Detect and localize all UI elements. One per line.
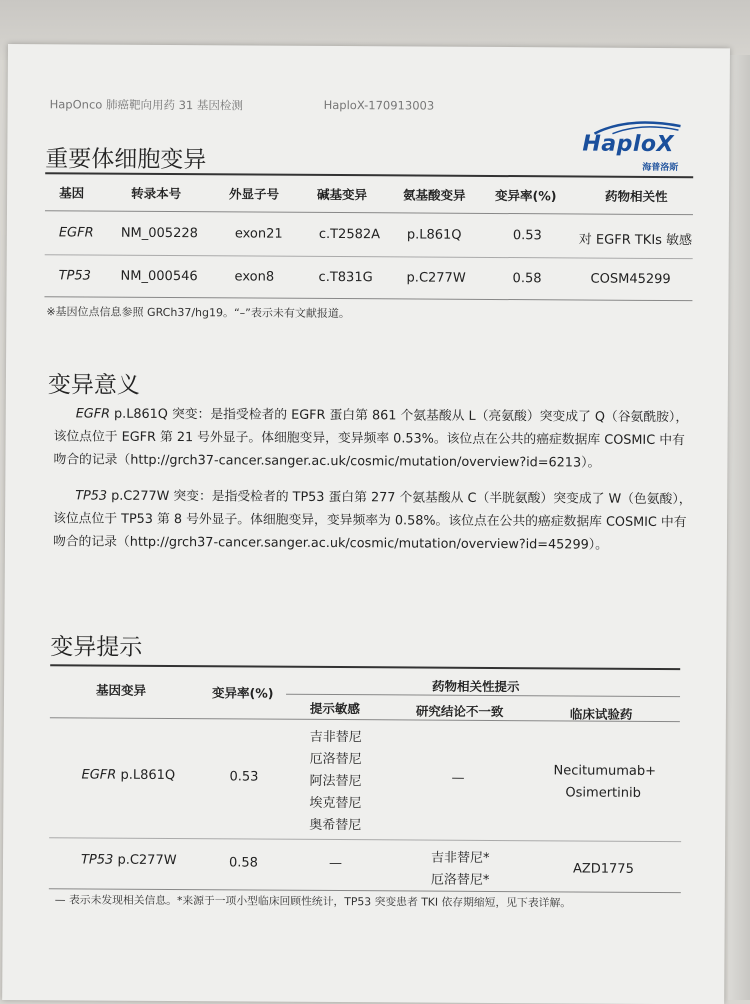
row-rule (49, 837, 681, 842)
sensitive-drug: 吉非替尼 (309, 729, 362, 746)
col-base-change: 碱基变异 (317, 186, 368, 203)
col-inconclusive: 研究结论不一致 (415, 703, 504, 720)
para-line: p.C277W 突变：是指受检者的 TP53 蛋白第 277 个氨基酸从 C（半胱氨酸）突变成了 W（色氨酸）， (107, 488, 692, 508)
cell-gene-variant (81, 852, 177, 868)
col-aa-change: 氨基酸变异 (403, 187, 466, 203)
cell-exon: exon21 (234, 226, 283, 242)
col-drug-relevance: 药物相关性 (605, 188, 668, 205)
row-rule (45, 254, 693, 259)
cell-rate: 0.53 (512, 228, 542, 244)
cell-transcript: NM_005228 (120, 225, 198, 242)
section-title-variant-hints: 变异提示 (50, 634, 143, 661)
report-name: HapOnco 肺癌靶向用药 31 基因检测 (49, 97, 243, 113)
cell-gene: EGFR (81, 767, 117, 783)
para-line: p.L861Q 突变：是指受检者的 EGFR 蛋白第 861 个氨基酸从 L（亮氨酸）突变成了 Q（谷氨酰胺）， (109, 406, 689, 426)
paragraph-egfr (53, 402, 693, 475)
cell-rate: 0.53 (229, 769, 259, 785)
sensitive-drug: 阿法替尼 (309, 773, 362, 790)
section-title-variant-significance: 变异意义 (47, 372, 140, 399)
col-gene: 基因 (59, 185, 85, 201)
col-transcript: 转录本号 (131, 185, 182, 202)
cell-base-change: c.T2582A (318, 226, 381, 243)
cell-rate: 0.58 (228, 855, 259, 871)
col-gene-variant: 基因变异 (96, 682, 147, 698)
inconclusive-drug: 吉非替尼* (430, 850, 490, 866)
cell-rate: 0.58 (512, 271, 542, 287)
col-drug-group: 药物相关性提示 (432, 678, 520, 695)
col-exon: 外显子号 (229, 186, 280, 202)
col-rate: 变异率(%) (211, 685, 274, 701)
clinical-drug: Necitumumab+ (553, 763, 657, 779)
sensitive-drug: 厄洛替尼 (309, 751, 362, 768)
page-edge (728, 55, 750, 1000)
haplox-logo (582, 120, 692, 174)
cell-inconclusive: — (451, 770, 465, 786)
report-page (2, 44, 730, 1004)
section-title-important-variants: 重要体细胞变异 (45, 146, 207, 174)
para-line: 该位点位于 TP53 第 8 号外显子。体细胞变异，变异频率为 0.58%。该位点在公共的癌症数据库 COSMIC 中有 (53, 511, 687, 531)
sensitive-drug: 奥希替尼 (309, 817, 362, 834)
inconclusive-drug: 厄洛替尼* (430, 872, 490, 888)
header-rule (45, 210, 693, 215)
cell-gene: TP53 (80, 852, 114, 868)
cell-drug: 对 EGFR TKIs 敏感 (578, 232, 693, 249)
para-line: 吻合的记录（http://grch37-cancer.sanger.ac.uk/cosmic/mutation/overview?id=45299）。 (52, 534, 608, 553)
table2-footnote: — 表示未发现相关信息。*来源于一项小型临床回顾性统计，TP53 突变患者 TKI 依存期缩短，见下表详解。 (54, 893, 572, 910)
cell-transcript: NM_000546 (120, 268, 198, 285)
table-footnote: ※基因位点信息参照 GRCh37/hg19。“–”表示未有文献报道。 (46, 305, 350, 321)
col-variant-rate: 变异率(%) (495, 187, 557, 204)
cell-aa-change: p.L861Q (406, 227, 462, 243)
group-rule (286, 694, 680, 697)
para-line: 吻合的记录（http://grch37-cancer.sanger.ac.uk/cosmic/mutation/overview?id=6213）。 (53, 452, 601, 471)
col-clinical: 临床试验药 (569, 706, 633, 722)
cell-sensitive: — (328, 855, 343, 872)
logo-sub: 海普洛斯 (642, 162, 679, 174)
clinical-drug: Osimertinib (565, 785, 641, 801)
cell-variant: p.C277W (113, 852, 177, 869)
report-id: HaploX-170913003 (323, 97, 435, 113)
table2-top-rule (50, 664, 680, 670)
paragraph-tp53 (53, 484, 693, 557)
table-bottom-rule (44, 296, 692, 301)
table-top-rule (45, 172, 693, 178)
sensitive-drug: 埃克替尼 (309, 795, 362, 812)
cell-gene: EGFR (58, 225, 94, 241)
para-gene: TP53 (75, 488, 108, 504)
cell-drug: COSM45299 (590, 271, 671, 288)
cell-variant: p.L861Q (116, 767, 176, 784)
cell-exon: exon8 (234, 269, 275, 285)
cell-aa-change: p.C277W (406, 270, 466, 286)
cell-gene-variant (81, 767, 175, 783)
logo-word: HaploX (582, 131, 675, 158)
clinical-drug: AZD1775 (572, 861, 634, 877)
cell-base-change: c.T831G (318, 269, 373, 286)
col-sensitive: 提示敏感 (309, 700, 361, 717)
para-line: 该位点位于 EGFR 第 21 号外显子。体细胞变异，变异频率 0.53%。该位点在公共的癌症数据库 COSMIC 中有 (53, 429, 685, 449)
cell-gene: TP53 (58, 268, 91, 284)
para-gene: EGFR (75, 406, 111, 422)
